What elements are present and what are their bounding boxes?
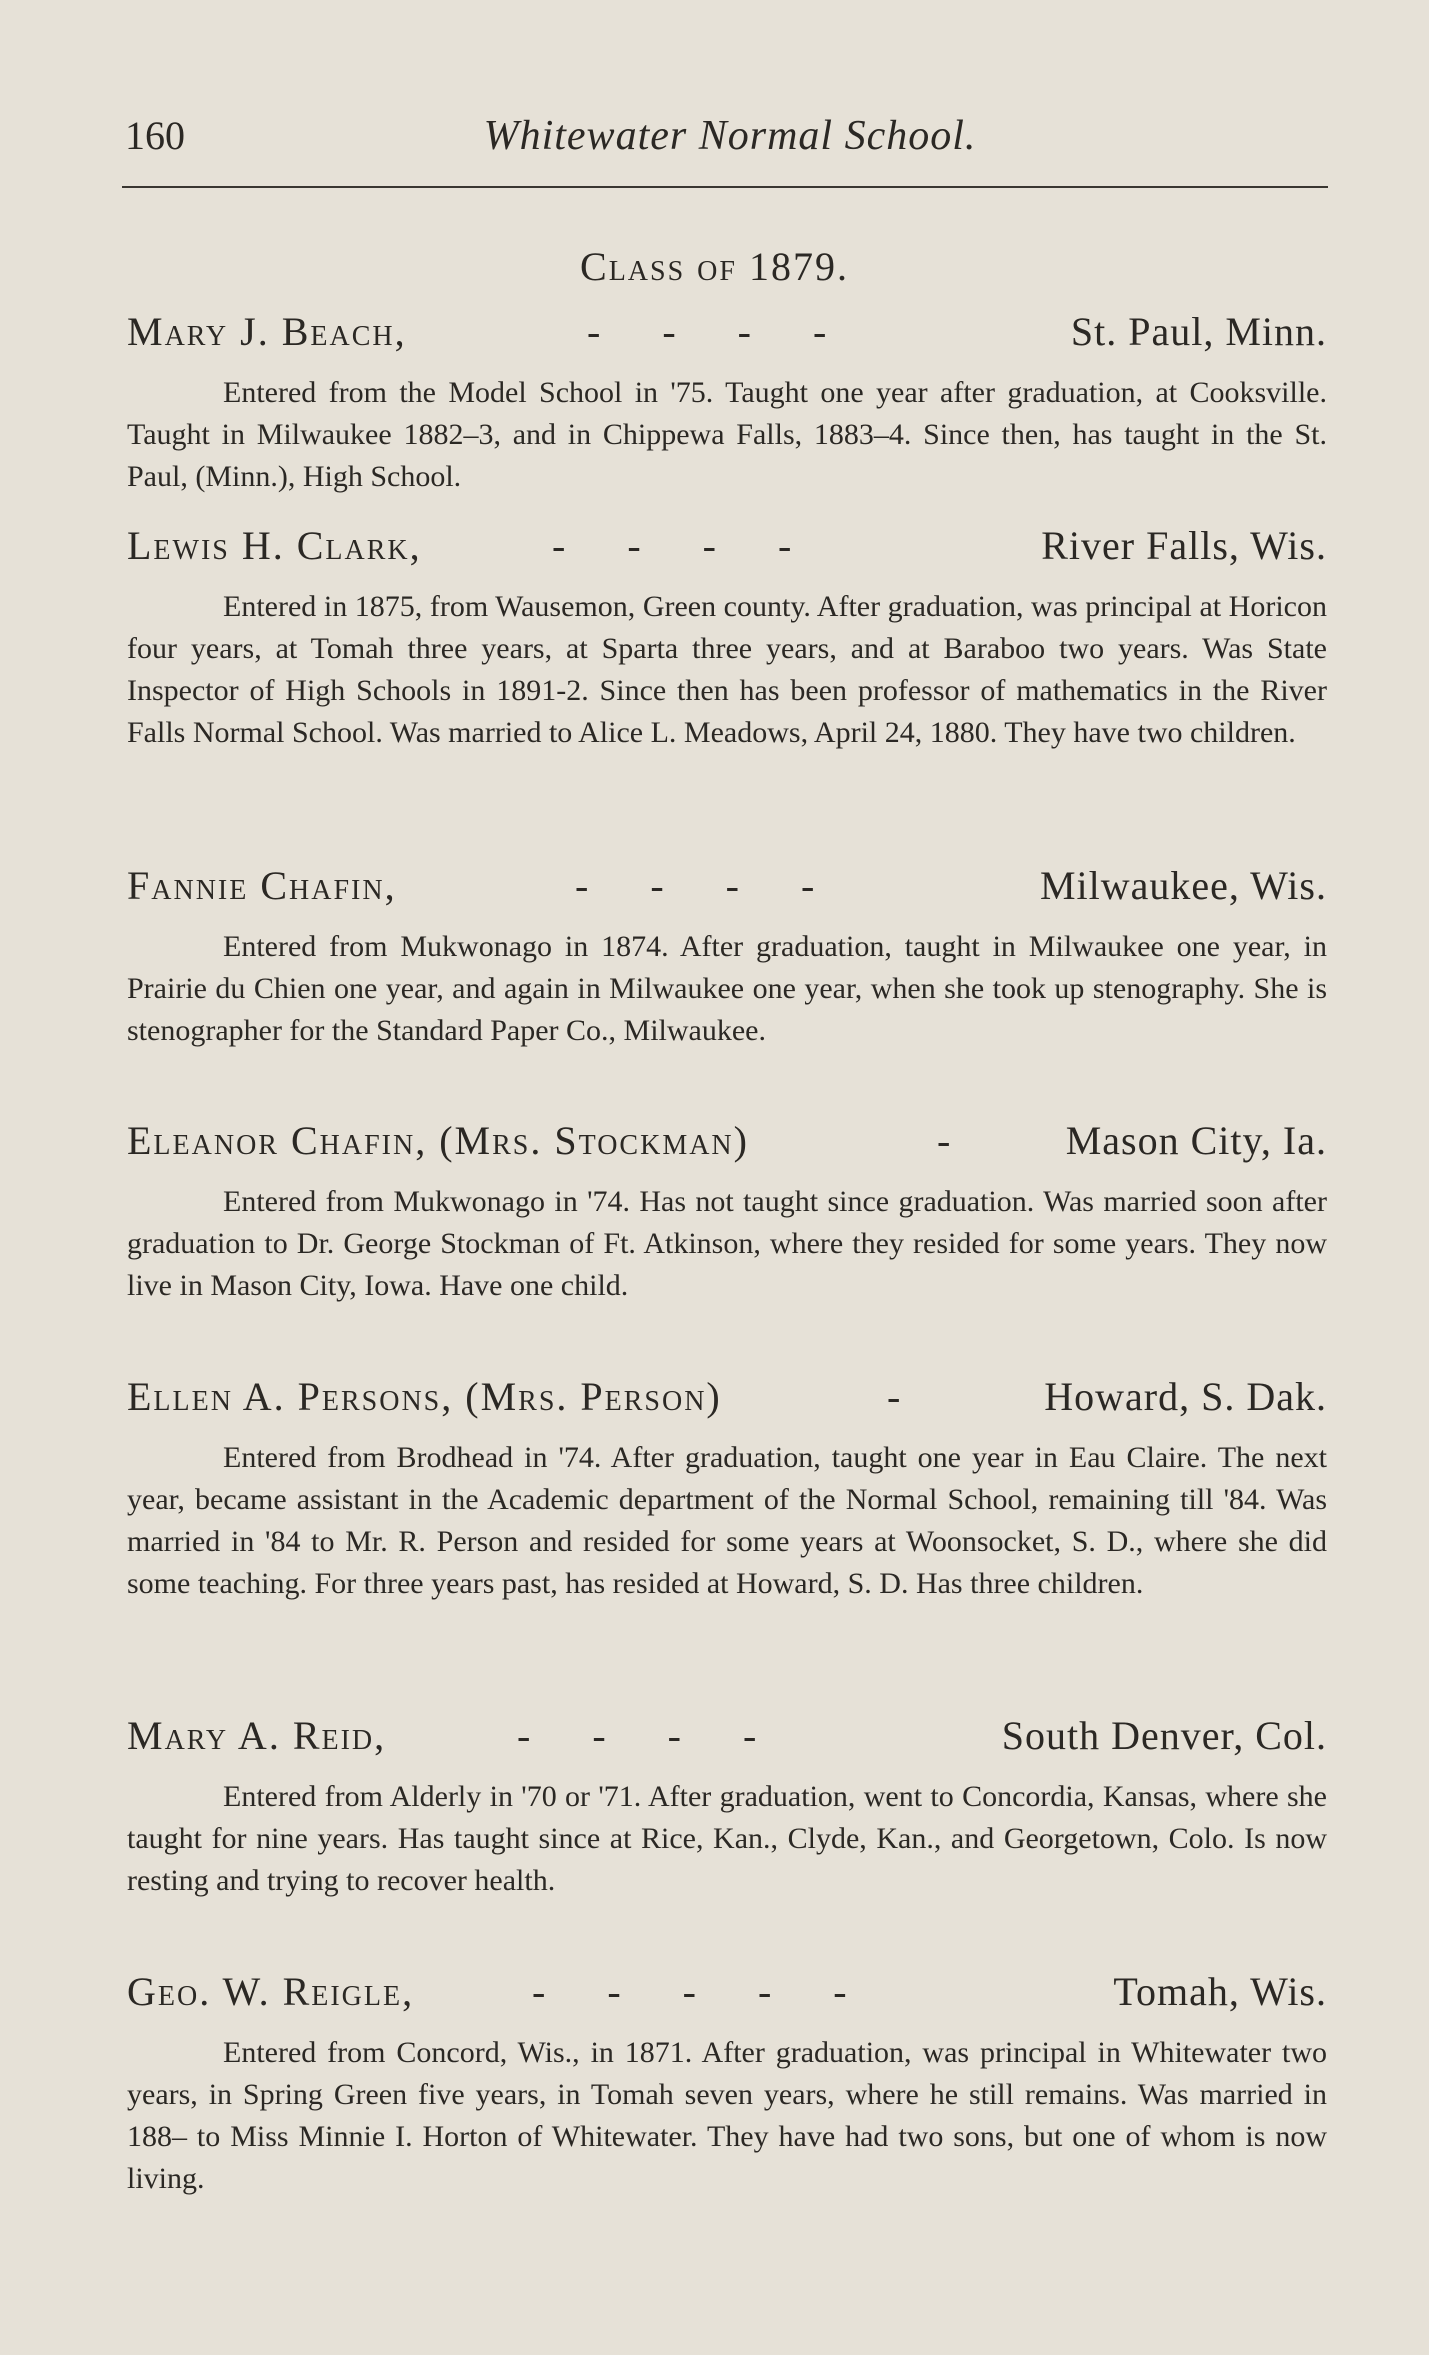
entry-beach [127, 308, 1327, 498]
graduate-biography: Entered from the Model School in '75. Taught one year after graduation, at Cooksville. Taught in Milwaukee 1882–3, and in Chippewa Falls, 1883–4. Since then, has taught in the St. Paul, (Minn.), High School. [127, 376, 1327, 493]
graduate-name: Fannie Chafin, [127, 863, 397, 908]
entry-persons [127, 1373, 1327, 1605]
entry-heading [127, 522, 1327, 574]
entry-heading [127, 1373, 1327, 1425]
graduate-name: Eleanor Chafin, (Mrs. Stockman) [127, 1118, 749, 1163]
graduate-location: Howard, S. Dak. [1044, 1374, 1327, 1419]
entry-heading [127, 862, 1327, 914]
graduate-location: Milwaukee, Wis. [1039, 863, 1327, 908]
graduate-name: Lewis H. Clark, [127, 523, 422, 568]
leader-dashes: - - - - [552, 523, 794, 568]
graduate-name: Mary J. Beach, [127, 309, 407, 354]
entry-clark [127, 522, 1327, 754]
graduate-location: St. Paul, Minn. [1070, 309, 1327, 354]
class-heading: Class of 1879. [580, 244, 849, 289]
graduate-location: South Denver, Col. [1001, 1713, 1327, 1758]
entry-reigle [127, 1968, 1327, 2200]
entry-heading [127, 1712, 1327, 1764]
entry-heading [127, 308, 1327, 360]
page-number: 160 [125, 113, 185, 158]
leader-dashes: - - - - [587, 309, 829, 354]
header-rule [122, 186, 1328, 188]
entry-eleanor-chafin [127, 1117, 1327, 1307]
graduate-location: Tomah, Wis. [1113, 1969, 1327, 2014]
leader-dashes: - [887, 1374, 903, 1419]
entry-reid [127, 1712, 1327, 1902]
graduate-location: Mason City, Ia. [1065, 1118, 1327, 1163]
leader-dashes: - [937, 1118, 953, 1163]
graduate-name: Geo. W. Reigle, [127, 1969, 415, 2014]
graduate-location: River Falls, Wis. [1041, 523, 1327, 568]
graduate-biography: Entered from Concord, Wis., in 1871. After graduation, was principal in Whitewater two years, in Spring Green five years, in Tomah seven years, where he still remains. Was married in 188– to Miss Minnie I. Horton of Whitewater. They have had two sons, but one of whom is now living. [127, 2036, 1327, 2195]
leader-dashes: - - - - [575, 863, 817, 908]
running-title: Whitewater Normal School. [483, 113, 977, 159]
entry-heading [127, 1117, 1327, 1169]
graduate-biography: Entered from Alderly in '70 or '71. After graduation, went to Concordia, Kansas, where she taught for nine years. Has taught since at Rice, Kan., Clyde, Kan., and Georgetown, Colo. Is now resting and trying to recover health. [127, 1780, 1327, 1897]
graduate-name: Mary A. Reid, [127, 1713, 387, 1758]
leader-dashes: - - - - [517, 1713, 759, 1758]
page-header [125, 112, 1335, 172]
leader-dashes: - - - - - [532, 1969, 849, 2014]
graduate-biography: Entered from Brodhead in '74. After graduation, taught one year in Eau Claire. The next year, became assistant in the Academic department of the Normal School, remaining till '84. Was married in '84 to Mr. R. Person and resided for some years at Woonsocket, S. D., where she did some teaching. For three years past, has resided at Howard, S. D. Has three children. [127, 1441, 1327, 1600]
entry-heading [127, 1968, 1327, 2020]
entry-fannie-chafin [127, 862, 1327, 1052]
graduate-biography: Entered in 1875, from Wausemon, Green county. After graduation, was principal at Horicon four years, at Tomah three years, at Sparta three years, and at Baraboo two years. Was State Inspector of High Schools in 1891-2. Since then has been professor of mathematics in the River Falls Normal School. Was married to Alice L. Meadows, April 24, 1880. They have two children. [127, 590, 1327, 749]
graduate-biography: Entered from Mukwonago in '74. Has not taught since graduation. Was married soon after graduation to Dr. George Stockman of Ft. Atkinson, where they resided for some years. They now live in Mason City, Iowa. Have one child. [127, 1185, 1327, 1302]
graduate-name: Ellen A. Persons, (Mrs. Person) [127, 1374, 722, 1419]
graduate-biography: Entered from Mukwonago in 1874. After graduation, taught in Milwaukee one year, in Prairie du Chien one year, and again in Milwaukee one year, when she took up stenography. She is stenographer for the Standard Paper Co., Milwaukee. [127, 930, 1327, 1047]
